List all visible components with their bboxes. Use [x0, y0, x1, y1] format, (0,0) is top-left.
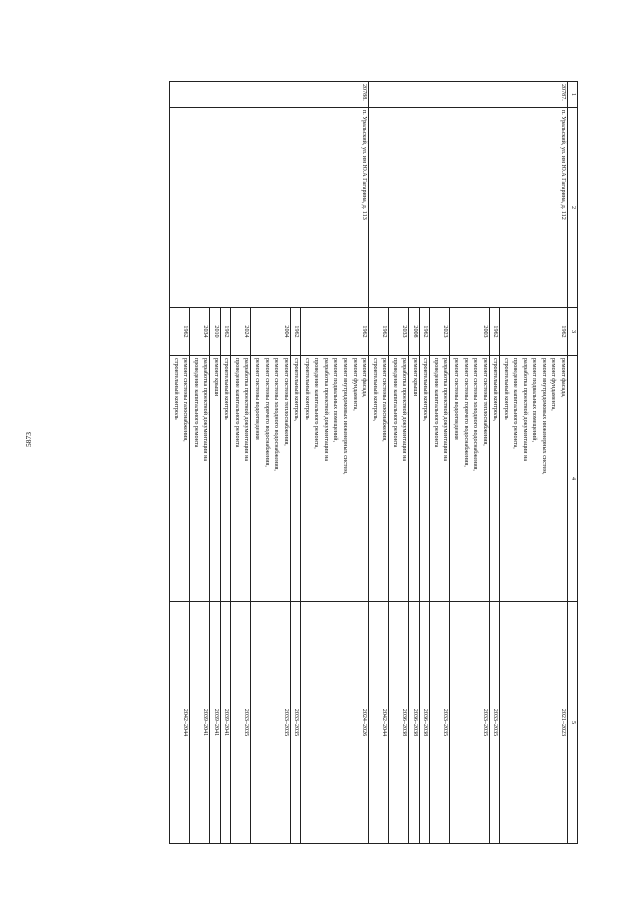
table-row [500, 82, 568, 844]
address-cell: п. Уральский, ул. им Ю.А Гагарина, д. 112 [369, 108, 568, 308]
period-cell: 2036–2038 [389, 602, 409, 844]
work-cell [210, 356, 221, 602]
year-cell: 1962 [170, 308, 190, 356]
work-line: ремонт системы теплоснабжения, [282, 358, 289, 446]
work-line: строительный контроль [223, 358, 230, 420]
work-cell [301, 356, 369, 602]
page-number: 5873 [24, 432, 33, 447]
work-cell [389, 356, 409, 602]
work-line: проведение капитального ремонта, [512, 358, 519, 449]
work-line: проведение капитального ремонта, [313, 358, 320, 449]
year-cell: 1962 [220, 308, 231, 356]
period-cell: 2042–2044 [369, 602, 389, 844]
work-cell [489, 356, 500, 602]
work-line: ремонт системы горячего водоснабжения, [263, 358, 270, 467]
year-cell: 1962 [500, 308, 568, 356]
header-col-5: 5 [568, 602, 578, 844]
work-line: ремонт системы горячего водоснабжения, [462, 358, 469, 467]
period-cell: 2036–2038 [409, 602, 420, 844]
header-col-3: 3 [568, 308, 578, 356]
table-body [170, 82, 568, 844]
work-line: ремонт внутридомовых инженерных систем, [341, 358, 348, 475]
work-cell [369, 356, 389, 602]
work-line: ремонт подвальных помещений, [332, 358, 339, 443]
work-line: ремонт системы водоотведения [452, 358, 459, 440]
year-cell: 1962 [290, 308, 301, 356]
period-cell: 2039–2041 [220, 602, 231, 844]
work-line: строительный контроль, [293, 358, 300, 422]
work-cell [170, 356, 190, 602]
year-cell: 1962 [369, 308, 389, 356]
work-line: ремонт системы холодного водоснабжения, [472, 358, 479, 471]
work-line: строительный контроль [303, 358, 310, 420]
year-cell: 2033 [389, 308, 409, 356]
year-cell: 1962 [301, 308, 369, 356]
period-cell: 2039–2041 [190, 602, 210, 844]
year-cell: 2010 [210, 308, 221, 356]
period-cell: 2024–2026 [301, 602, 369, 844]
row-number: 20787. [369, 82, 568, 108]
work-cell [190, 356, 210, 602]
work-line: ремонт системы холодного водоснабжения, [273, 358, 280, 471]
work-line: ремонт фасада, [560, 358, 566, 398]
work-cell [450, 356, 489, 602]
year-cell: 1962 [419, 308, 430, 356]
work-line: ремонт фундамента, [351, 358, 358, 411]
period-cell: 2021–2023 [500, 602, 568, 844]
work-line: проведение капитального ремонта [233, 358, 240, 448]
work-line: проведение капитального ремонта [391, 358, 398, 448]
work-line: разработка проектной документации на [401, 358, 408, 462]
work-line: строительный контроль, [371, 358, 378, 422]
period-cell: 2036–2038 [419, 602, 430, 844]
period-cell: 2033–2035 [489, 602, 500, 844]
row-number: 20788. [170, 82, 369, 108]
header-col-2: 2 [568, 108, 578, 308]
work-cell [430, 356, 450, 602]
work-line: ремонт крыши [411, 358, 418, 397]
work-cell [220, 356, 231, 602]
work-line: ремонт внутридомовых инженерных систем, [540, 358, 547, 475]
year-cell: 1962 [489, 308, 500, 356]
rotated-table-wrapper [74, 81, 578, 843]
year-cell: 2034 [190, 308, 210, 356]
work-line: ремонт системы газоснабжения, [182, 358, 189, 442]
work-line: строительный контроль [502, 358, 509, 420]
work-line: проведение капитального ремонта [432, 358, 439, 448]
work-cell [251, 356, 290, 602]
table-row [301, 82, 369, 844]
work-cell [419, 356, 430, 602]
year-cell: 2023 [430, 308, 450, 356]
work-line: строительный контроль, [422, 358, 429, 422]
period-cell: 2033–2035 [450, 602, 489, 844]
work-line: разработка проектной документации на [442, 358, 449, 462]
period-cell: 2042–2044 [170, 602, 190, 844]
work-line: строительный контроль [172, 358, 179, 420]
work-line: разработка проектной документации на [202, 358, 209, 462]
work-line: проведение капитального ремонта [192, 358, 199, 448]
work-line: разработка проектной документации на [243, 358, 250, 462]
work-line: ремонт системы теплоснабжения, [481, 358, 488, 446]
work-line: ремонт крыши [212, 358, 219, 397]
work-line: ремонт фасада, [361, 358, 368, 398]
header-col-1: 1 [568, 82, 578, 108]
year-cell: 2004 [251, 308, 290, 356]
work-line: ремонт системы водоотведения [254, 358, 261, 440]
year-cell: 2003 [450, 308, 489, 356]
work-line: разработка проектной документации на [322, 358, 329, 462]
header-col-4: 4 [568, 356, 578, 602]
period-cell: 2039–2041 [210, 602, 221, 844]
work-line: ремонт фундамента, [550, 358, 557, 411]
work-line: ремонт подвальных помещений, [531, 358, 538, 443]
header-row [568, 82, 578, 844]
work-cell [409, 356, 420, 602]
work-line: разработка проектной документации на [521, 358, 528, 462]
work-cell [290, 356, 301, 602]
address-cell: п. Уральский, ул. им Ю.А Гагарина, д. 113 [170, 108, 369, 308]
period-cell: 2033–2035 [290, 602, 301, 844]
work-cell [231, 356, 251, 602]
period-cell: 2033–2035 [251, 602, 290, 844]
year-cell: 2008 [409, 308, 420, 356]
work-line: ремонт системы газоснабжения, [381, 358, 388, 442]
period-cell: 2033–2035 [430, 602, 450, 844]
period-cell: 2033–2035 [231, 602, 251, 844]
year-cell: 2024 [231, 308, 251, 356]
work-line: строительный контроль, [492, 358, 499, 422]
capital-repair-table [169, 81, 578, 844]
work-cell [500, 356, 568, 602]
